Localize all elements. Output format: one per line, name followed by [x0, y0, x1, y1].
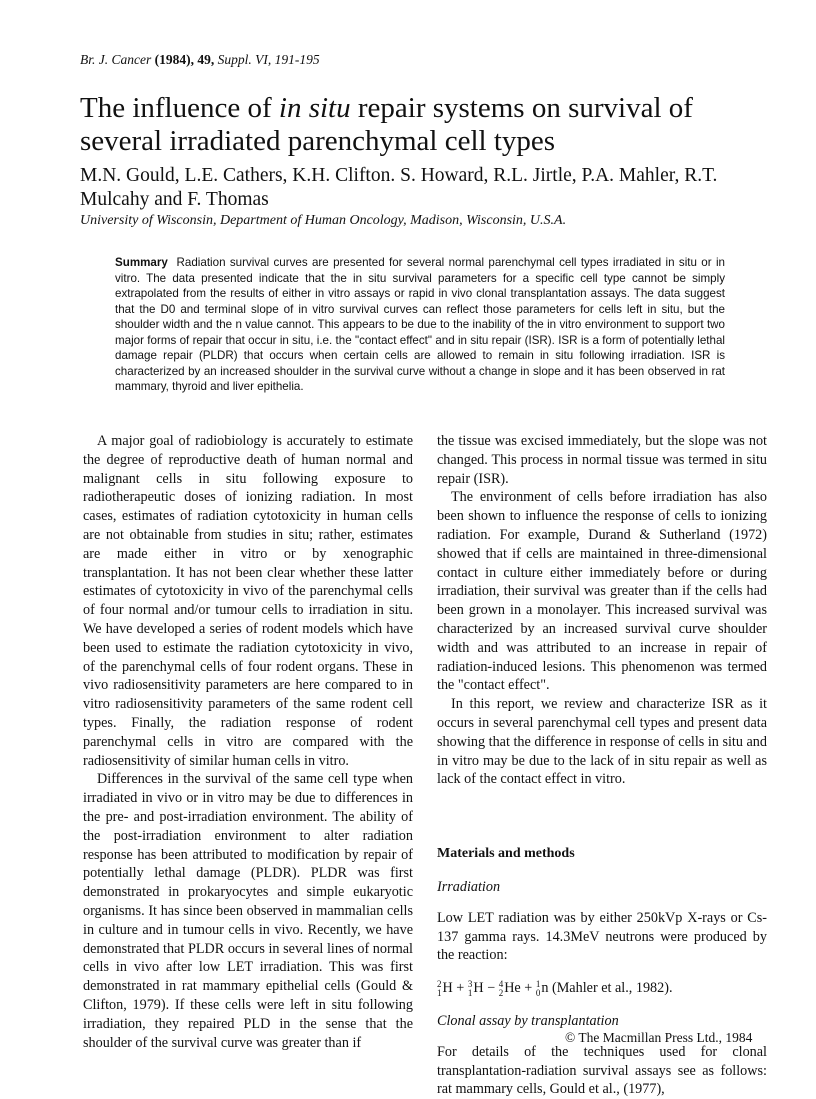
continued-paragraph: the tissue was excised immediately, but the slope was not changed. This process in normal tissue was termed in situ repair (ISR).: [437, 433, 767, 487]
left-column: [83, 432, 413, 1052]
summary-abstract: [115, 255, 725, 395]
irradiation-paragraph: Low LET radiation was by either 250kVp X-rays or Cs-137 gamma rays. 14.3MeV neutrons were produced by the reaction:: [437, 909, 767, 964]
right-column: [437, 432, 767, 1099]
report-overview-paragraph: In this report, we review and characterize ISR as it occurs in several parenchymal cell types and present data showing that the difference in response of cells in situ and in vitro may be due to the lack of in situ repair as well as lack of the contact effect in vitro.: [437, 696, 767, 788]
section-heading-methods: Materials and methods: [437, 846, 575, 862]
author-list: M.N. Gould, L.E. Cathers, K.H. Clifton. S. Howard, R.L. Jirtle, P.A. Mahler, R.T. Mulcahy and F. Thomas: [80, 165, 718, 210]
affiliation: University of Wisconsin, Department of Human Oncology, Madison, Wisconsin, U.S.A.: [80, 213, 567, 228]
subheading-clonal-assay: Clonal assay by transplantation: [437, 1012, 619, 1029]
copyright-notice: © The Macmillan Press Ltd., 1984: [565, 1030, 753, 1045]
contact-effect-paragraph: The environment of cells before irradiation has also been shown to influence the response of cells to ionizing radiation. For example, Durand & Sutherland (1972) showed that if cells are maintained in three-dimensional contact in culture either immediately before or during irradiation, their survival was greater than if the cells had been grown in a monolayer. This increased survival was characterized by an increased survival curve shoulder width and was attributed to an increase in repair of radiation-induced lesions. This phenomenon was termed the "contact effect".: [437, 489, 767, 694]
nuclear-reaction-equation: 2 1H + 3 1H − 4 2He + 1 0n (Mahler et al., 1982).: [437, 978, 673, 998]
intro-paragraph-2: Differences in the survival of the same cell type when irradiated in vivo or in vitro may be due to differences in the pre- and post-irradiation environment. The ability of the post-irradiation environment to alter radiation response has been attributed to modification by repair of potentially lethal damage (PLDR). PLDR was first demonstrated in prokaryocytes and simple eukaryotic organisms. It has since been observed in mammalian cells in culture and in tumour cells in vivo. Recently, we have demonstrated that PLDR occurs in several lines of normal cells in vivo after low LET irradiation. This was first demonstrated in rat mammary epithelial cells (Gould & Clifton, 1979). If these cells were left in situ following irradiation, they repaired PLD in the sense that the shoulder of the survival curve was greater than if: [83, 771, 413, 1051]
intro-paragraph-1: A major goal of radiobiology is accurately to estimate the degree of reproductive death of human normal and malignant cells in situ following exposure to radiotherapeutic doses of ionizing radiation. In most cases, estimates of radiation cytotoxicity in human cells are not obtainable from studies in situ; rather, estimates are made either in vitro or by xenographic transplantation. It has not been clear whether these latter estimates of cytotoxicity in vivo of the parenchymal cells of four normal and/or tumour cells to irradiation in situ. We have developed a series of rodent models which have been used to estimate the radiation cytotoxicity in vivo, of the parenchymal cells of four rodent organs. These in vivo radiosensitivity parameters are here compared to in vitro radiosensitivity parameters of the same rodent cell types. Finally, the radiation response of rodent parenchymal cells in vitro are compared with the radiosensitivity of similar human cells in vitro.: [83, 433, 413, 769]
subheading-irradiation: Irradiation: [437, 878, 501, 895]
clonal-assay-paragraph: For details of the techniques used for clonal transplantation-radiation survival assays see as follows: rat mammary cells, Gould et al., (1977),: [437, 1043, 767, 1098]
journal-citation: Br. J. Cancer (1984), 49, Suppl. VI, 191-195: [80, 52, 320, 67]
summary-label: Summary: [115, 256, 168, 269]
article-title: The influence of in situ repair systems on survival of several irradiated parenchymal cell types: [80, 92, 693, 157]
summary-text: Radiation survival curves are presented for several normal parenchymal cell types irradiated in situ or in vitro. The data presented indicate that the in situ survival parameters for a specific cell type cannot be simply extrapolated from the results of either in vitro assays or rapid in vivo clonal transplantation assays. The data suggest that the D0 and terminal slope of in vitro survival curves can reflect those parameters for cells left in situ, but the shoulder width and the n value cannot. This appears to be due to the inability of the in vitro environment to support two major forms of repair that occur in situ, i.e. the "contact effect" and in situ repair (ISR). ISR is a form of potentially lethal damage repair (PLDR) that occurs when certain cells are allowed to remain in situ following irradiation. ISR is characterized by an increased shoulder in the survival curve without a change in slope and it has been observed in rat mammary, thyroid and liver epithelia.: [115, 256, 725, 393]
